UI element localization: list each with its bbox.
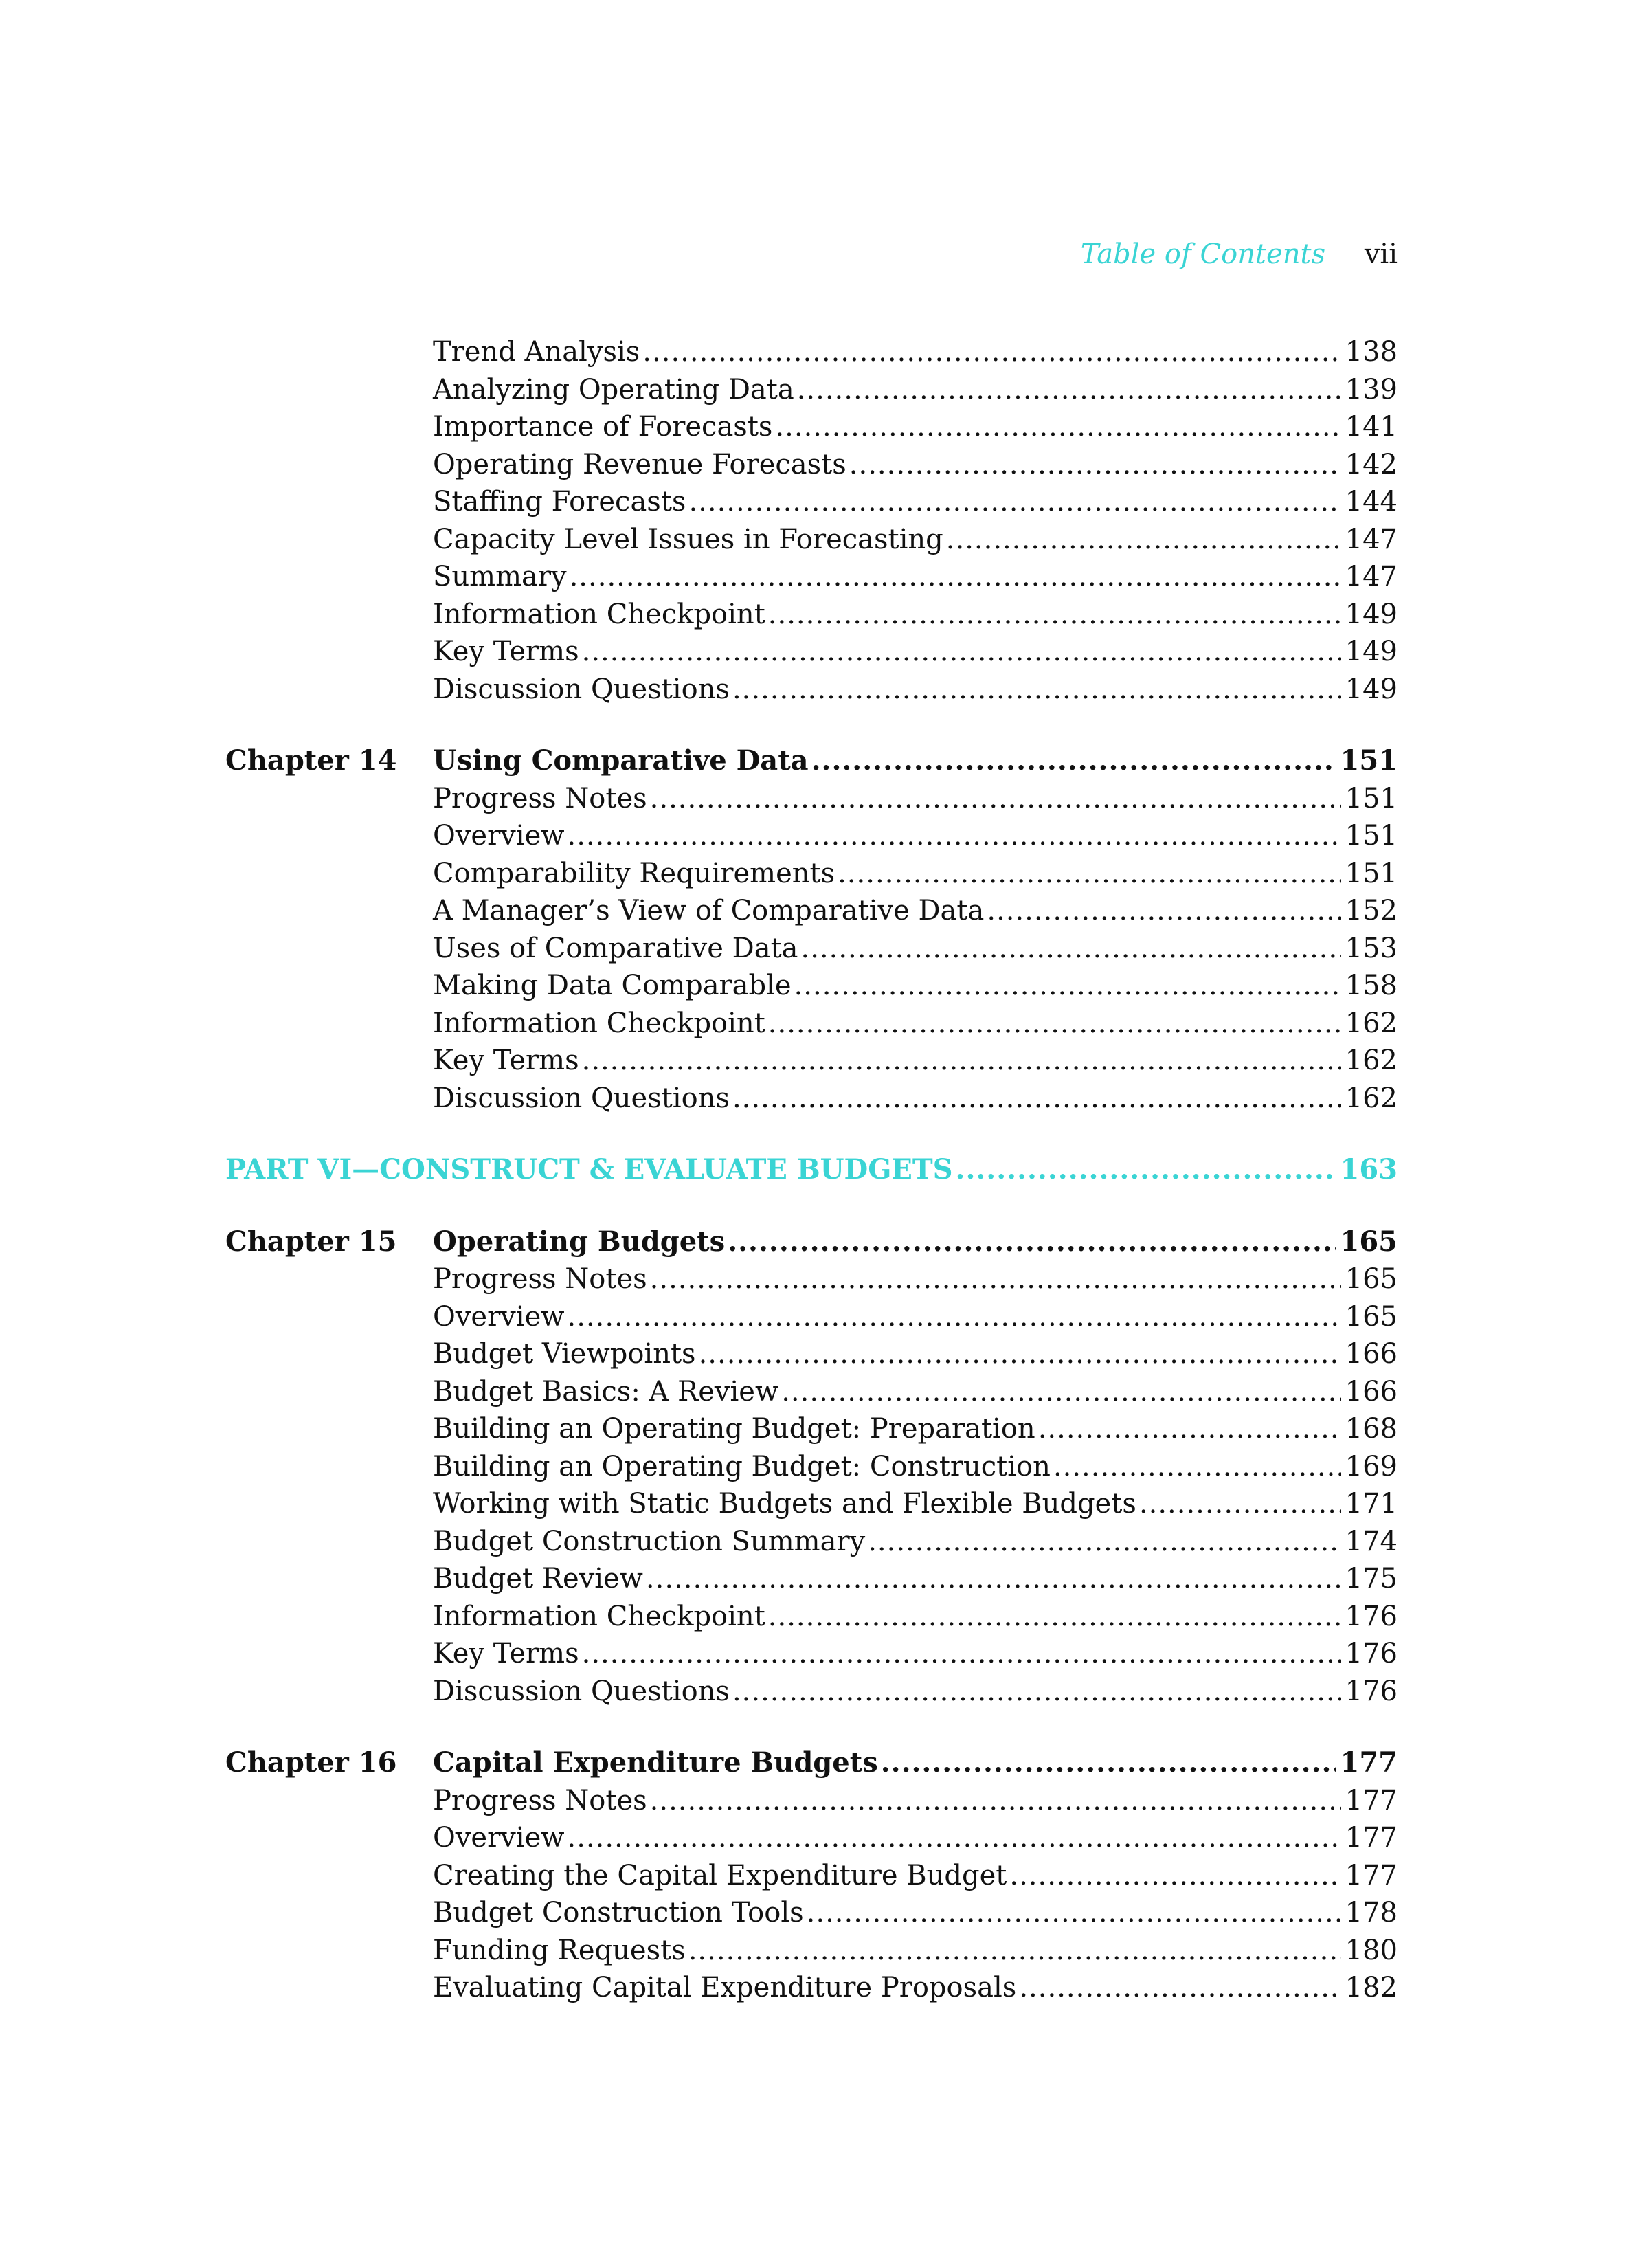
dot-leader — [582, 1635, 1341, 1673]
chapter-heading[interactable] — [225, 742, 1398, 780]
toc-entry-page: 149 — [1345, 636, 1398, 667]
toc-entry-page: 162 — [1345, 1045, 1398, 1076]
dot-leader — [1038, 1410, 1341, 1448]
dot-leader — [1009, 1857, 1340, 1895]
toc-entry-page: 152 — [1345, 895, 1398, 926]
toc-entry[interactable] — [225, 1335, 1398, 1373]
toc-entry[interactable] — [225, 521, 1398, 559]
dot-leader — [1019, 1969, 1340, 2007]
toc-entry-title: Importance of Forecasts — [433, 411, 773, 443]
part-heading[interactable] — [225, 1151, 1398, 1189]
page-number: vii — [1364, 238, 1398, 270]
toc-entry-title: Key Terms — [433, 636, 579, 667]
toc-entry-title: Progress Notes — [433, 782, 647, 814]
toc-entry-page: 177 — [1345, 1859, 1398, 1891]
section-gap — [225, 708, 1398, 742]
toc-entry[interactable] — [225, 408, 1398, 446]
toc-entry[interactable] — [225, 558, 1398, 596]
toc-entry-title: Overview — [433, 1822, 565, 1854]
toc-entry[interactable] — [225, 371, 1398, 409]
toc-entry-title: Key Terms — [433, 1045, 579, 1076]
toc-entry-page: 162 — [1345, 1082, 1398, 1114]
toc-entry[interactable] — [225, 780, 1398, 818]
toc-entry-title: Overview — [433, 820, 565, 852]
toc-entry-page: 144 — [1345, 486, 1398, 518]
toc-entry-title: Evaluating Capital Expenditure Proposals — [433, 1972, 1017, 2003]
toc-entry-page: 142 — [1345, 448, 1398, 480]
toc-entry-page: 175 — [1345, 1563, 1398, 1594]
toc-entry-title: Capacity Level Issues in Forecasting — [433, 523, 943, 555]
toc-entry-page: 177 — [1345, 1822, 1398, 1854]
toc-entry-title: Discussion Questions — [433, 1082, 730, 1114]
toc-entry-title: Key Terms — [433, 1638, 579, 1669]
chapter-page: 151 — [1340, 744, 1398, 777]
toc-entry[interactable] — [225, 1673, 1398, 1711]
dot-leader — [567, 1298, 1340, 1336]
dot-leader — [732, 671, 1341, 709]
dot-leader — [650, 1782, 1341, 1820]
toc-entry-title: A Manager’s View of Comparative Data — [433, 895, 985, 926]
toc-entry[interactable] — [225, 596, 1398, 634]
toc-entry-title: Making Data Comparable — [433, 970, 792, 1001]
dot-leader — [728, 1223, 1336, 1261]
toc-entry[interactable] — [225, 967, 1398, 1005]
toc-entry[interactable] — [225, 1819, 1398, 1857]
chapter-label: Chapter 16 — [225, 1746, 397, 1779]
toc-entry-title: Staffing Forecasts — [433, 486, 686, 518]
dot-leader — [794, 967, 1341, 1005]
toc-entry[interactable] — [225, 483, 1398, 521]
toc-entry-title: Progress Notes — [433, 1784, 647, 1816]
toc-entry-title: Overview — [433, 1300, 565, 1333]
table-of-contents — [225, 333, 1398, 2007]
dot-leader — [768, 1005, 1341, 1043]
dot-leader — [807, 1894, 1341, 1932]
toc-entry-page: 141 — [1345, 411, 1398, 443]
toc-entry-page: 162 — [1345, 1007, 1398, 1039]
part-page: 163 — [1340, 1153, 1398, 1186]
dot-leader — [570, 558, 1341, 596]
toc-entry-page: 176 — [1345, 1600, 1398, 1632]
dot-leader — [732, 1673, 1341, 1711]
toc-entry-page: 153 — [1345, 932, 1398, 964]
dot-leader — [946, 521, 1341, 559]
toc-entry-page: 149 — [1345, 673, 1398, 705]
dot-leader — [582, 1042, 1341, 1080]
toc-entry[interactable] — [225, 633, 1398, 671]
toc-entry-title: Information Checkpoint — [433, 1007, 765, 1039]
dot-leader — [838, 855, 1341, 893]
toc-entry-title: Creating the Capital Expenditure Budget — [433, 1859, 1007, 1891]
toc-entry[interactable] — [225, 1635, 1398, 1673]
chapter-title: Operating Budgets — [433, 1225, 726, 1258]
toc-entry[interactable] — [225, 1598, 1398, 1636]
toc-entry-title: Funding Requests — [433, 1934, 686, 1966]
chapter-title: Using Comparative Data — [433, 744, 809, 777]
toc-entry-page: 147 — [1345, 561, 1398, 592]
toc-entry[interactable] — [225, 1298, 1398, 1336]
toc-entry[interactable] — [225, 446, 1398, 484]
dot-leader — [567, 817, 1340, 855]
dot-leader — [881, 1744, 1336, 1782]
dot-leader — [688, 483, 1340, 521]
toc-entry-page: 139 — [1345, 373, 1398, 405]
toc-entry[interactable] — [225, 1373, 1398, 1411]
toc-entry[interactable] — [225, 671, 1398, 709]
toc-entry-page: 147 — [1345, 523, 1398, 555]
chapter-page: 177 — [1340, 1746, 1398, 1779]
toc-entry-page: 158 — [1345, 970, 1398, 1001]
toc-entry-page: 168 — [1345, 1413, 1398, 1445]
dot-leader — [768, 1598, 1341, 1636]
toc-entry-page: 174 — [1345, 1525, 1398, 1557]
toc-entry-title: Information Checkpoint — [433, 598, 765, 630]
toc-entry[interactable] — [225, 1485, 1398, 1523]
dot-leader — [797, 371, 1341, 409]
dot-leader — [650, 780, 1341, 818]
dot-leader — [1053, 1448, 1341, 1486]
dot-leader — [811, 742, 1336, 780]
running-head — [1081, 235, 1398, 274]
dot-leader — [646, 1560, 1341, 1598]
toc-entry-page: 176 — [1345, 1638, 1398, 1669]
chapter-heading[interactable] — [225, 1223, 1398, 1261]
toc-entry-title: Analyzing Operating Data — [433, 373, 794, 405]
toc-entry[interactable] — [225, 1523, 1398, 1561]
toc-entry[interactable] — [225, 930, 1398, 968]
toc-entry[interactable] — [225, 1857, 1398, 1895]
toc-entry-title: Budget Basics: A Review — [433, 1375, 779, 1408]
chapter-label: Chapter 15 — [225, 1225, 397, 1258]
dot-leader — [800, 930, 1340, 968]
toc-entry-title: Trend Analysis — [433, 336, 640, 368]
chapter-title: Capital Expenditure Budgets — [433, 1746, 878, 1779]
dot-leader — [1139, 1485, 1341, 1523]
toc-entry-page: 151 — [1345, 857, 1398, 889]
toc-entry-page: 171 — [1345, 1488, 1398, 1520]
toc-entry-title: Summary — [433, 561, 567, 592]
toc-entry[interactable] — [225, 1448, 1398, 1486]
toc-entry-page: 180 — [1345, 1934, 1398, 1966]
toc-entry[interactable] — [225, 1969, 1398, 2007]
toc-entry-title: Operating Revenue Forecasts — [433, 448, 846, 480]
toc-entry-title: Building an Operating Budget: Preparation — [433, 1413, 1035, 1445]
toc-entry-page: 169 — [1345, 1450, 1398, 1482]
running-head-title: Table of Contents — [1080, 238, 1326, 270]
toc-entry-title: Working with Static Budgets and Flexible Budgets — [433, 1488, 1136, 1520]
toc-entry-page: 165 — [1345, 1300, 1398, 1333]
dot-leader — [849, 446, 1341, 484]
dot-leader — [987, 892, 1340, 930]
toc-entry[interactable] — [225, 1080, 1398, 1118]
toc-entry[interactable] — [225, 1042, 1398, 1080]
toc-entry[interactable] — [225, 333, 1398, 371]
toc-entry-title: Budget Construction Tools — [433, 1897, 804, 1928]
chapter-label: Chapter 14 — [225, 744, 397, 777]
toc-entry-title: Building an Operating Budget: Construction — [433, 1450, 1051, 1482]
dot-leader — [868, 1523, 1340, 1561]
toc-entry[interactable] — [225, 1782, 1398, 1820]
toc-entry-page: 177 — [1345, 1784, 1398, 1816]
toc-entry-title: Progress Notes — [433, 1263, 647, 1295]
toc-entry-page: 176 — [1345, 1675, 1398, 1707]
toc-entry-page: 165 — [1345, 1263, 1398, 1295]
toc-entry-page: 138 — [1345, 336, 1398, 368]
section-gap — [225, 1189, 1398, 1223]
toc-entry[interactable] — [225, 817, 1398, 855]
part-title: PART VI—CONSTRUCT & EVALUATE BUDGETS — [225, 1153, 953, 1186]
toc-entry[interactable] — [225, 1560, 1398, 1598]
toc-entry-title: Information Checkpoint — [433, 1600, 765, 1632]
toc-entry-title: Budget Review — [433, 1563, 643, 1594]
toc-entry-page: 178 — [1345, 1897, 1398, 1928]
dot-leader — [768, 596, 1341, 634]
dot-leader — [567, 1819, 1340, 1857]
toc-entry[interactable] — [225, 1410, 1398, 1448]
section-gap — [225, 1710, 1398, 1744]
toc-entry-title: Budget Viewpoints — [433, 1338, 696, 1370]
toc-entry-title: Discussion Questions — [433, 1675, 730, 1707]
toc-entry-page: 166 — [1345, 1338, 1398, 1370]
toc-entry-page: 151 — [1345, 782, 1398, 814]
section-gap — [225, 1117, 1398, 1151]
toc-entry[interactable] — [225, 1005, 1398, 1043]
dot-leader — [582, 633, 1341, 671]
toc-entry-title: Budget Construction Summary — [433, 1525, 866, 1557]
toc-entry-title: Uses of Comparative Data — [433, 932, 798, 964]
chapter-heading[interactable] — [225, 1744, 1398, 1782]
dot-leader — [956, 1151, 1336, 1189]
toc-entry[interactable] — [225, 1260, 1398, 1298]
dot-leader — [699, 1335, 1341, 1373]
chapter-page: 165 — [1340, 1225, 1398, 1258]
dot-leader — [650, 1260, 1341, 1298]
toc-entry[interactable] — [225, 855, 1398, 893]
toc-entry-page: 166 — [1345, 1375, 1398, 1408]
dot-leader — [688, 1932, 1341, 1970]
toc-entry[interactable] — [225, 1894, 1398, 1932]
dot-leader — [732, 1080, 1341, 1118]
dot-leader — [642, 333, 1340, 371]
toc-entry-title: Discussion Questions — [433, 673, 730, 705]
toc-entry-page: 151 — [1345, 820, 1398, 852]
toc-entry-page: 182 — [1345, 1972, 1398, 2003]
toc-entry-page: 149 — [1345, 598, 1398, 630]
toc-entry-title: Comparability Requirements — [433, 857, 835, 889]
toc-entry[interactable] — [225, 892, 1398, 930]
toc-entry[interactable] — [225, 1932, 1398, 1970]
dot-leader — [781, 1373, 1340, 1411]
dot-leader — [775, 408, 1340, 446]
